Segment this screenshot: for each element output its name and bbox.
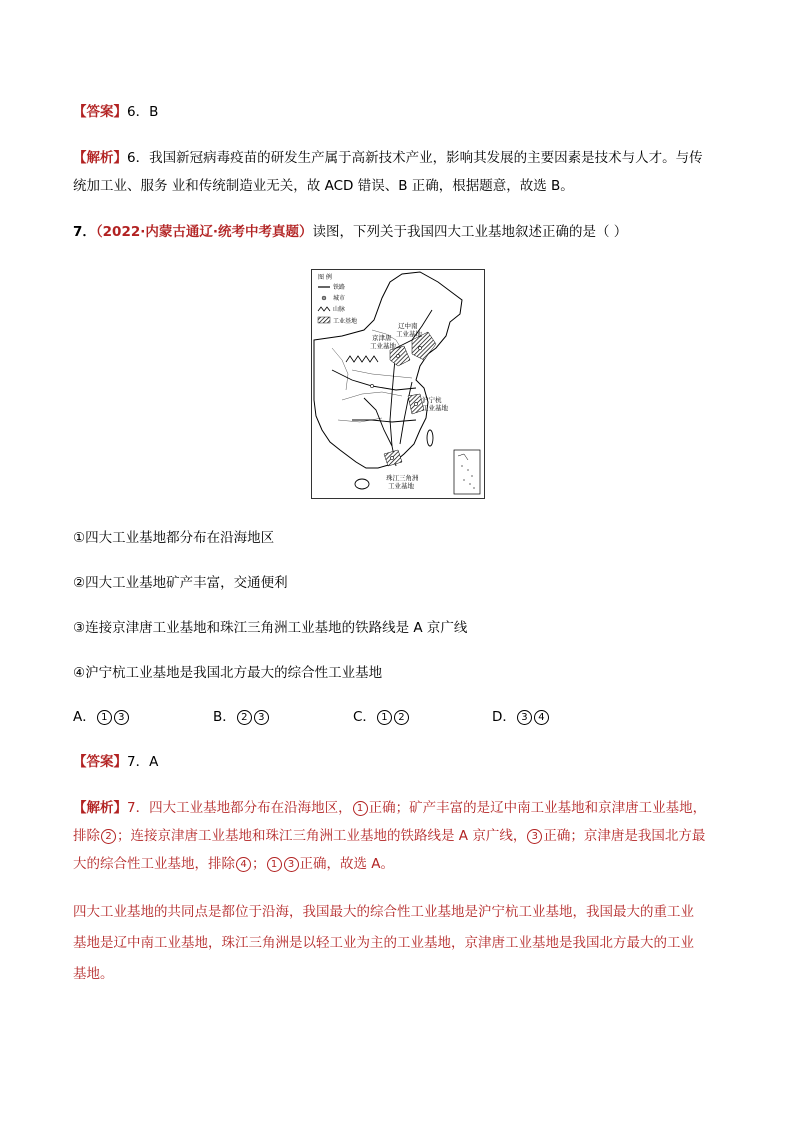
- summary-line2: 基地是辽中南工业基地，珠江三角洲是以轻工业为主的工业基地，京津唐工业基地是我国北方最大的工业: [73, 935, 694, 951]
- statement-4: ④沪宁杭工业基地是我国北方最大的综合性工业基地: [73, 665, 383, 681]
- label-liaozhongnan-1: 辽中南: [398, 322, 418, 330]
- label-huninghang-2: 工业基地: [422, 404, 448, 412]
- label-zhujiang-1: 珠江三角洲: [386, 474, 419, 482]
- answer-6: [73, 103, 158, 121]
- circled-number: 2: [237, 710, 252, 725]
- circled-number: 1: [377, 710, 392, 725]
- analysis-7-line3: [73, 855, 394, 873]
- label-liaozhongnan-2: 工业基地: [396, 330, 422, 338]
- china-industrial-bases-map: [311, 269, 485, 499]
- legend-railway: 铁路: [333, 284, 346, 291]
- answer-label: 【答案】: [73, 754, 127, 770]
- circled-number: 3: [254, 710, 269, 725]
- circled-number: 1: [267, 857, 282, 872]
- analysis-6-text-1: 6．我国新冠病毒疫苗的研发生产属于高新技术产业，影响其发展的主要因素是技术与人才。与传: [127, 150, 703, 166]
- circled-number: 1: [97, 710, 112, 725]
- answer-text: 6．B: [127, 104, 159, 120]
- option-b-letter: B．: [213, 709, 236, 725]
- analysis-6-text-2: 统加工业、服务 业和传统制造业无关，故 ACD 错误、B 正确，根据题意，故选 B。: [73, 178, 574, 194]
- circled-number: 2: [101, 829, 116, 844]
- circled-number: 4: [236, 857, 251, 872]
- analysis-7-text: 正确；矿产丰富的是辽中南工业基地和京津唐工业基地，: [368, 800, 707, 816]
- analysis-7-line1: [73, 799, 706, 817]
- statement-3: ③连接京津唐工业基地和珠江三角洲工业基地的铁路线是 A 京广线: [73, 620, 468, 636]
- answer-label: 【答案】: [73, 104, 127, 120]
- analysis-7-text: ；连接京津唐工业基地和珠江三角洲工业基地的铁路线是 A 京广线，: [117, 828, 527, 844]
- circled-number: 3: [114, 710, 129, 725]
- statement-1: ①四大工业基地都分布在沿海地区: [73, 530, 275, 546]
- answer-7: [73, 753, 158, 771]
- label-huninghang-1: 沪宁杭: [422, 396, 442, 404]
- summary-line1: 四大工业基地的共同点是都位于沿海，我国最大的综合性工业基地是沪宁杭工业基地，我国最大的重工业: [73, 904, 694, 920]
- label-jingjintang-1: 京津唐: [372, 334, 392, 342]
- analysis-7-text: 7．四大工业基地都分布在沿海地区，: [127, 800, 352, 816]
- analysis-label: 【解析】: [73, 800, 127, 816]
- label-zhujiang-2: 工业基地: [388, 482, 414, 490]
- legend-title: 图 例: [318, 274, 332, 281]
- circled-number: 1: [353, 801, 368, 816]
- analysis-7-text: 正确，故选 A。: [299, 856, 395, 872]
- legend-mountain: 山脉: [333, 306, 346, 313]
- question-stem: 读图，下列关于我国四大工业基地叙述正确的是（ ）: [312, 224, 628, 240]
- legend-industrial-base: 工业基地: [333, 318, 358, 325]
- statement-2: ②四大工业基地矿产丰富，交通便利: [73, 575, 288, 591]
- option-d-letter: D．: [492, 709, 516, 725]
- legend-city: 城市: [333, 295, 346, 302]
- summary-line3: 基地。: [73, 966, 114, 982]
- option-b[interactable]: [213, 708, 270, 726]
- option-c-letter: C．: [353, 709, 376, 725]
- question-source: （2022·内蒙古通辽·统考中考真题）: [95, 224, 313, 240]
- mountain-range: [346, 356, 378, 362]
- analysis-6-line1: [73, 149, 703, 167]
- map-legend: [318, 273, 357, 325]
- circled-number: 4: [534, 710, 549, 725]
- analysis-label: 【解析】: [73, 150, 127, 166]
- analysis-7-text: 正确；京津唐是我国北方最: [543, 828, 706, 844]
- analysis-6-line2: [73, 177, 574, 195]
- question-7: [73, 223, 627, 241]
- circled-number: 3: [284, 857, 299, 872]
- answer-text: 7．A: [127, 754, 159, 770]
- circled-number: 2: [394, 710, 409, 725]
- option-c[interactable]: [353, 708, 410, 726]
- option-a-letter: A．: [73, 709, 96, 725]
- analysis-7-line2: [73, 827, 705, 845]
- label-jingjintang-2: 工业基地: [370, 342, 396, 350]
- analysis-7-text: 大的综合性工业基地，排除: [73, 856, 235, 872]
- analysis-7-text: 排除: [73, 828, 100, 844]
- analysis-7-text: ；: [252, 856, 266, 872]
- question-number: 7．: [73, 224, 96, 240]
- option-d[interactable]: [492, 708, 550, 726]
- south-china-sea-inset: [454, 450, 480, 494]
- option-a[interactable]: [73, 708, 130, 726]
- circled-number: 3: [527, 829, 542, 844]
- circled-number: 3: [517, 710, 532, 725]
